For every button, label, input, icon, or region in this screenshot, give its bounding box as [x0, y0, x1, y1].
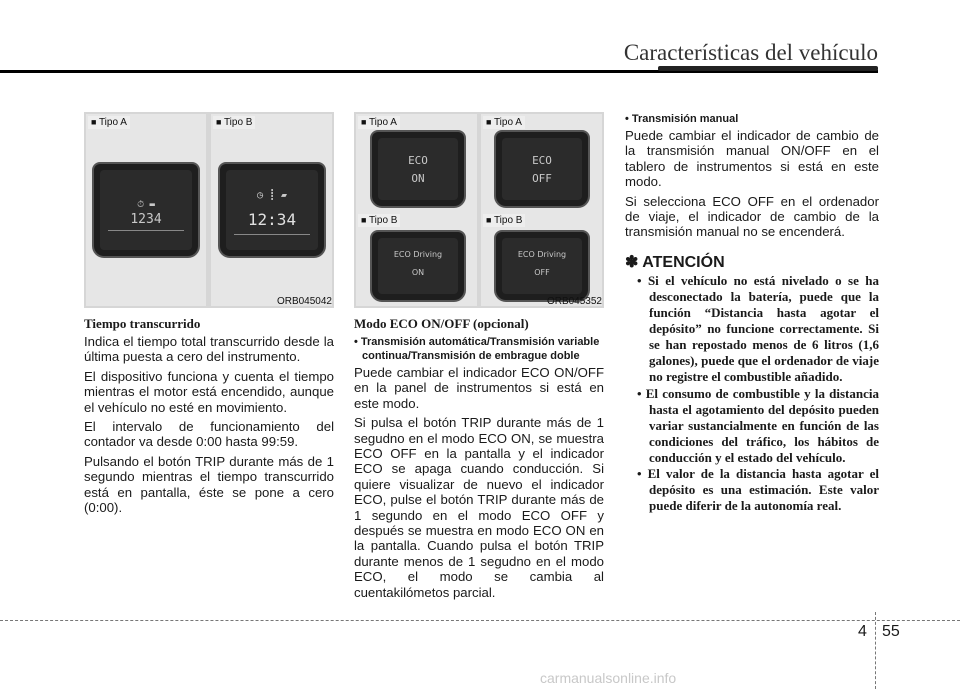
figure-eco-mode — [354, 112, 604, 308]
attention-item: • El valor de la distancia hasta agotar el depósito es una estimación. Este valor puede diferir de la autonomía real. — [637, 465, 879, 514]
column-2 — [354, 112, 604, 600]
attention-item: • Si el vehículo no está nivelado o se ha desconectado la batería, puede que la función “Distancia hasta agotar el depósito” no funcione correctamente. Si se han repostado menos de 6 litros (1,6 galones), puede que el ordenador de viaje no registre el combustible añadido. — [637, 272, 879, 385]
section-heading: Modo ECO ON/OFF (opcional) — [354, 316, 529, 331]
display-divider — [108, 230, 184, 231]
figure-label-tipo-b: ■ Tipo B — [483, 214, 525, 227]
section-heading: Tiempo transcurrido — [84, 316, 201, 331]
eco-driving-text: ECO Driving — [517, 250, 567, 259]
watermark: carmanualsonline.info — [540, 670, 677, 686]
eco-state-text: ON — [411, 172, 425, 185]
eco-text: ECO — [408, 154, 428, 167]
footer-dashed-divider — [875, 612, 876, 689]
cluster-display-a — [92, 162, 200, 258]
column-3 — [625, 112, 879, 514]
eco-text: ECO — [532, 154, 552, 167]
transmission-bullet: • Transmisión automática/Transmisión variable continua/Transmisión de embrague doble — [354, 336, 600, 362]
paragraph: Si pulsa el botón TRIP durante más de 1 segudno en el modo ECO ON, se muestra ECO OFF en la pantalla y el indicador ECO se apaga cuando conducción. Si quiere visualizar de nuevo el indicador ECO, pulse el botón TRIP durante más de 1 segundo en el modo ECO OFF y después se muestra en modo ECO ON en la pantalla. Cuando pulsa el botón TRIP durante menos de 1 segudno en el modo ECO, el modo se cambia al cuentakilómetos parcial. — [354, 415, 604, 600]
paragraph: Puede cambiar el indicador ECO ON/OFF en la panel de instrumentos si está en este modo. — [354, 365, 604, 411]
header-rule-accent — [658, 66, 878, 71]
eco-off-display-b — [494, 230, 590, 302]
figure-code: ORB045352 — [546, 296, 602, 307]
footer-dashed-rule — [0, 620, 960, 621]
page-header-title: Características del vehículo — [623, 40, 878, 65]
eco-driving-text: ECO Driving — [393, 250, 443, 259]
figure-label-tipo-a: ■ Tipo A — [88, 116, 130, 129]
eco-off-display-a — [494, 130, 590, 208]
paragraph: Puede cambiar el indicador de cambio de la transmisión manual ON/OFF en el tablero de instrumentos si está en este modo. — [625, 128, 879, 190]
display-divider — [234, 234, 310, 235]
paragraph: El intervalo de funcionamiento del contador va desde 0:00 hasta 99:59. — [84, 419, 334, 450]
cluster-display-b — [218, 162, 326, 258]
clock-car-icon: ◷ ┋ ▰ — [256, 190, 288, 201]
paragraph: Si selecciona ECO OFF en el ordenador de viaje, el indicador de cambio de la transmisión manual no se encenderá. — [625, 193, 879, 240]
transmission-bullet: • Transmisión manual — [625, 113, 739, 125]
paragraph: Indica el tiempo total transcurrido desde la última puesta a cero del instrumento. — [84, 334, 334, 365]
eco-on-display-a — [370, 130, 466, 208]
figure-label-tipo-b: ■ Tipo B — [358, 214, 400, 227]
attention-item: • El consumo de combustible y la distancia hasta el agotamiento del depósito pueden variar sustancialmente en función de las condiciones del tráfico, los hábitos de conducción y el estado del vehículo. — [637, 385, 879, 465]
figure-code: ORB045042 — [276, 296, 332, 307]
attention-heading: ✽ ATENCIÓN — [625, 253, 725, 271]
column-1 — [84, 112, 334, 515]
paragraph: Pulsando el botón TRIP durante más de 1 segundo mientras el tiempo transcurrido está en pantalla, éste se pone a cero (0:00). — [84, 453, 334, 516]
eco-state-text: OFF — [532, 172, 552, 185]
elapsed-time-digits-b: 12:34 — [247, 210, 297, 229]
figure-label-tipo-a: ■ Tipo A — [358, 116, 400, 129]
chapter-number: 4 — [858, 623, 867, 640]
figure-label-tipo-b: ■ Tipo B — [213, 116, 255, 129]
eco-on-display-b — [370, 230, 466, 302]
paragraph: El dispositivo funciona y cuenta el tiempo mientras el motor está encendido, aunque el vehículo no esté en movimiento. — [84, 368, 334, 415]
figure-elapsed-time — [84, 112, 334, 308]
eco-state-text: OFF — [534, 268, 550, 277]
figure-label-tipo-a: ■ Tipo A — [483, 116, 525, 129]
page-number: 55 — [882, 623, 900, 640]
trip-icon: ⏱ ▬ — [137, 200, 155, 210]
eco-state-text: ON — [411, 268, 425, 277]
elapsed-time-digits-a: 1234 — [130, 212, 162, 227]
